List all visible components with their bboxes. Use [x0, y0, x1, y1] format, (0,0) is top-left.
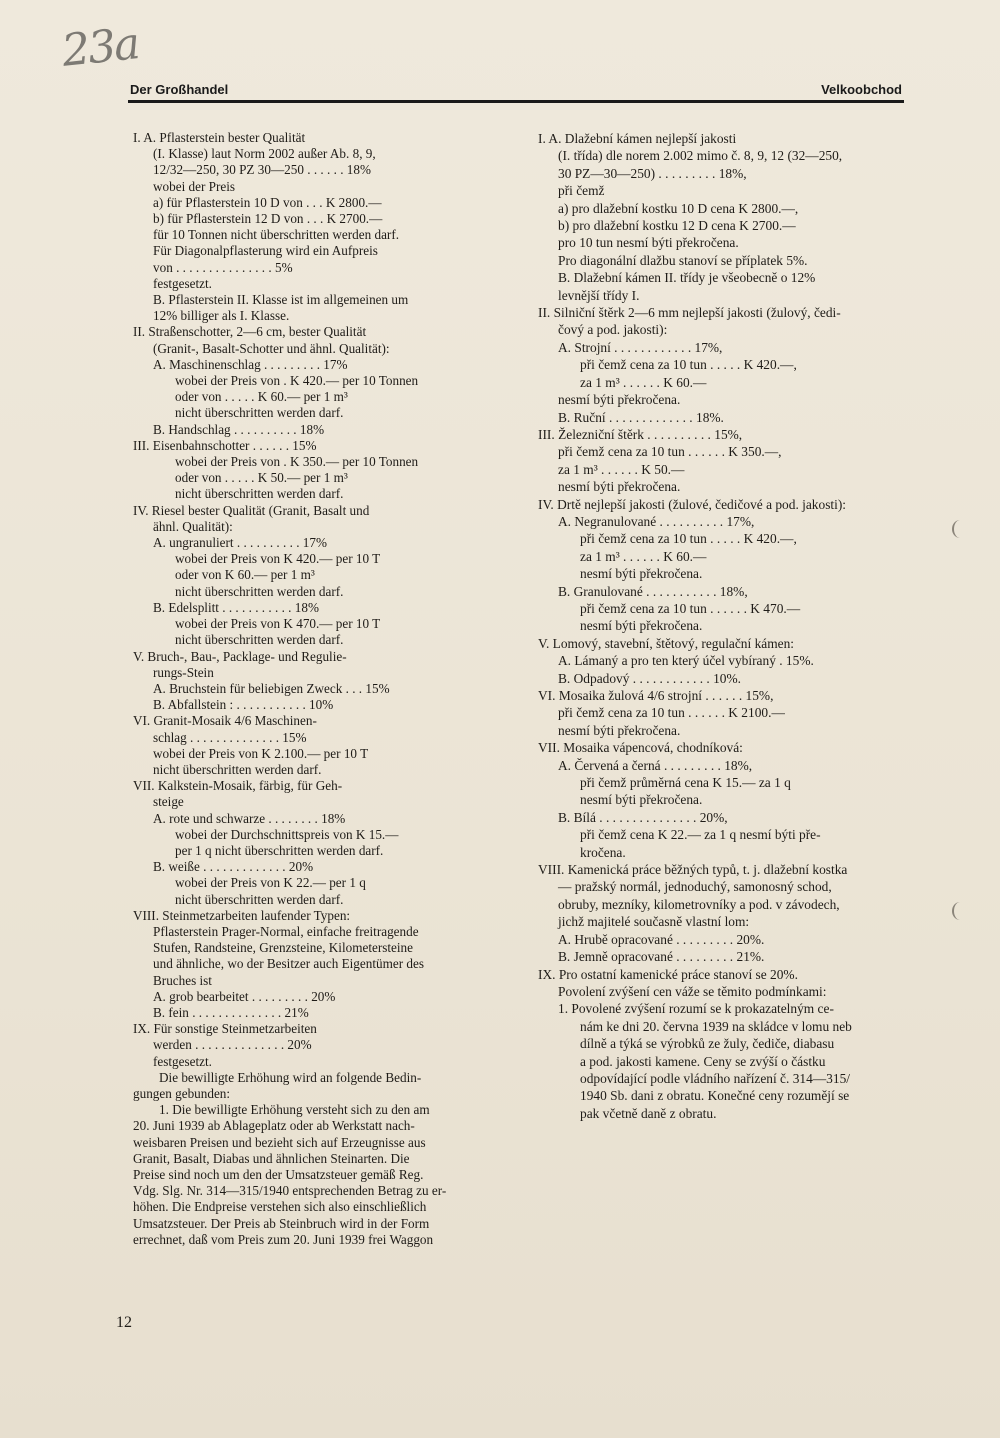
- text-line: V. Bruch-, Bau-, Packlage- und Regulie-: [133, 648, 347, 664]
- text-line: wobei der Preis von K 22.— per 1 q: [175, 875, 366, 891]
- text-line: při čemž cena K 22.— za 1 q nesmí býti pře-: [580, 827, 821, 843]
- text-line: b) für Pflasterstein 12 D von . . . K 2700.—: [153, 211, 383, 227]
- text-line: pro 10 tun nesmí býti překročena.: [558, 235, 739, 251]
- text-line: 30 PZ—30—250) . . . . . . . . . 18%,: [558, 165, 747, 181]
- text-line: čový a pod. jakosti):: [558, 322, 668, 338]
- punch-hole: [952, 520, 968, 538]
- running-head-right: Velkoobchod: [821, 82, 902, 97]
- text-line: nicht überschritten werden darf.: [175, 583, 344, 599]
- text-line: Für Diagonalpflasterung wird ein Aufpreis: [153, 243, 378, 259]
- header-rule: [128, 100, 904, 103]
- text-line: levnější třídy I.: [558, 287, 640, 303]
- text-line: při čemž cena za 10 tun . . . . . . K 470.—: [580, 600, 801, 616]
- text-line: 1. Povolené zvýšení rozumí se k prokazatelným ce-: [558, 1001, 834, 1017]
- text-line: IX. Für sonstige Steinmetzarbeiten: [133, 1021, 317, 1037]
- text-line: při čemž cena za 10 tun . . . . . K 420.—,: [580, 357, 797, 373]
- text-line: B. Handschlag . . . . . . . . . . 18%: [153, 421, 325, 437]
- text-line: a) pro dlažební kostku 10 D cena K 2800.—,: [558, 200, 799, 216]
- text-line: A. grob bearbeitet . . . . . . . . . 20%: [153, 988, 336, 1004]
- text-line: B. Odpadový . . . . . . . . . . . . 10%.: [558, 670, 741, 686]
- text-line: B. fein . . . . . . . . . . . . . . 21%: [153, 1004, 309, 1020]
- text-line: obruby, mezníky, kilometrovníky a pod. v závodech,: [558, 896, 840, 912]
- text-line: Umsatzsteuer. Der Preis ab Steinbruch wird in der Form: [133, 1215, 430, 1231]
- text-line: A. Negranulované . . . . . . . . . . 17%,: [558, 513, 755, 529]
- text-line: nesmí býti překročena.: [558, 479, 681, 495]
- german-column: [133, 130, 505, 1248]
- text-line: Die bewilligte Erhöhung wird an folgende Bedin-: [159, 1069, 422, 1085]
- text-line: wobei der Preis: [153, 178, 236, 194]
- text-line: V. Lomový, stavební, štětový, regulační kámen:: [538, 635, 794, 651]
- text-line: nicht überschritten werden darf.: [153, 761, 322, 777]
- text-line: VII. Kalkstein-Mosaik, färbig, für Geh-: [133, 778, 343, 794]
- text-line: oder von . . . . . K 60.— per 1 m³: [175, 389, 348, 405]
- text-line: werden . . . . . . . . . . . . . . 20%: [153, 1037, 312, 1053]
- text-line: při čemž cena za 10 tun . . . . . . K 2100.—: [558, 705, 785, 721]
- text-line: kročena.: [580, 844, 626, 860]
- text-line: für 10 Tonnen nicht überschritten werden darf.: [153, 227, 400, 243]
- text-line: při čemž: [558, 183, 605, 199]
- text-line: oder von . . . . . K 50.— per 1 m³: [175, 470, 348, 486]
- text-line: nicht überschritten werden darf.: [175, 891, 344, 907]
- text-line: Vdg. Slg. Nr. 314—315/1940 entsprechenden Betrag zu er-: [133, 1183, 447, 1199]
- text-line: za 1 m³ . . . . . . K 60.—: [580, 548, 707, 564]
- text-line: IX. Pro ostatní kamenické práce stanoví se 20%.: [538, 966, 798, 982]
- text-line: von . . . . . . . . . . . . . . . 5%: [153, 259, 293, 275]
- text-line: nesmí býti překročena.: [580, 566, 703, 582]
- text-line: B. Dlažební kámen II. třídy je všeobecně o 12%: [558, 270, 816, 286]
- text-line: IV. Riesel bester Qualität (Granit, Basalt und: [133, 502, 370, 518]
- text-line: B. Ruční . . . . . . . . . . . . . 18%.: [558, 409, 724, 425]
- text-line: oder von K 60.— per 1 m³: [175, 567, 315, 583]
- text-line: wobei der Preis von . K 420.— per 10 Tonnen: [175, 373, 419, 389]
- text-line: wobei der Preis von . K 350.— per 10 Tonnen: [175, 454, 419, 470]
- text-line: I. A. Pflasterstein bester Qualität: [133, 130, 306, 145]
- text-line: a) für Pflasterstein 10 D von . . . K 2800.—: [153, 194, 382, 210]
- text-line: 20. Juni 1939 ab Ablageplatz oder ab Werkstatt nach-: [133, 1118, 415, 1134]
- text-line: B. Jemně opracované . . . . . . . . . 21%.: [558, 949, 765, 965]
- text-line: II. Silniční štěrk 2—6 mm nejlepší jakosti (žulový, čedi-: [538, 305, 841, 321]
- text-line: při čemž průměrná cena K 15.— za 1 q: [580, 775, 791, 791]
- text-line: — pražský normál, jednoduchý, samonosný schod,: [558, 879, 832, 895]
- text-line: nicht überschritten werden darf.: [175, 632, 344, 648]
- text-line: festgesetzt.: [153, 275, 212, 291]
- text-line: 12/32—250, 30 PZ 30—250 . . . . . . 18%: [153, 162, 371, 178]
- text-line: nesmí býti překročena.: [580, 792, 703, 808]
- czech-column: [538, 130, 918, 1122]
- text-line: nicht überschritten werden darf.: [175, 486, 344, 502]
- text-line: za 1 m³ . . . . . . K 60.—: [580, 374, 707, 390]
- text-line: A. Strojní . . . . . . . . . . . . 17%,: [558, 339, 723, 355]
- text-line: VI. Granit-Mosaik 4/6 Maschinen-: [133, 713, 317, 729]
- text-line: (I. třída) dle norem 2.002 mimo č. 8, 9, 12 (32—250,: [558, 148, 843, 164]
- text-line: A. Červená a černá . . . . . . . . . 18%,: [558, 757, 753, 773]
- text-line: nám ke dni 20. června 1939 na skládce v lomu neb: [580, 1018, 852, 1034]
- text-line: B. weiße . . . . . . . . . . . . . 20%: [153, 859, 314, 875]
- text-line: A. Lámaný a pro ten který účel vybíraný . 15%.: [558, 653, 814, 669]
- text-line: Granit, Basalt, Diabas und ähnlichen Steinarten. Die: [133, 1150, 410, 1166]
- text-line: VIII. Steinmetzarbeiten laufender Typen:: [133, 907, 351, 923]
- text-line: 1. Die bewilligte Erhöhung versteht sich zu den am: [159, 1102, 430, 1118]
- text-line: Stufen, Randsteine, Grenzsteine, Kilometersteine: [153, 940, 414, 956]
- text-line: za 1 m³ . . . . . . K 50.—: [558, 461, 685, 477]
- text-line: B. Granulované . . . . . . . . . . . 18%,: [558, 583, 748, 599]
- pencil-annotation: 23a: [59, 18, 141, 77]
- text-line: a pod. jakosti kamene. Ceny se zvýší o částku: [580, 1053, 826, 1069]
- text-line: nicht überschritten werden darf.: [175, 405, 344, 421]
- text-line: 12% billiger als I. Klasse.: [153, 308, 290, 324]
- text-line: pak včetně daně z obratu.: [580, 1105, 717, 1121]
- text-line: při čemž cena za 10 tun . . . . . K 420.—,: [580, 531, 797, 547]
- text-line: b) pro dlažební kostku 12 D cena K 2700.—: [558, 218, 796, 234]
- text-line: jichž majitelé současně vlastní lom:: [558, 914, 750, 930]
- text-line: A. ungranuliert . . . . . . . . . . 17%: [153, 535, 327, 551]
- text-line: III. Železniční štěrk . . . . . . . . . . 15%,: [538, 426, 743, 442]
- text-line: Preise sind noch um den der Umsatzsteuer gemäß Reg.: [133, 1167, 424, 1182]
- text-line: dílně a týká se výrobků ze žuly, čediče, diabasu: [580, 1036, 835, 1052]
- punch-hole: [952, 902, 968, 920]
- text-line: nesmí býti překročena.: [558, 722, 681, 738]
- text-line: A. rote und schwarze . . . . . . . . 18%: [153, 810, 346, 826]
- text-line: Povolení zvýšení cen váže se těmito podmínkami:: [558, 983, 827, 999]
- text-line: B. Abfallstein : . . . . . . . . . . . 10%: [153, 697, 334, 713]
- text-line: nesmí býti překročena.: [580, 618, 703, 634]
- text-line: při čemž cena za 10 tun . . . . . . K 350.—,: [558, 444, 782, 460]
- text-line: VI. Mosaika žulová 4/6 strojní . . . . . . 15%,: [538, 688, 774, 703]
- text-line: gungen gebunden:: [133, 1085, 231, 1101]
- text-line: per 1 q nicht überschritten werden darf.: [175, 842, 384, 858]
- text-line: wobei der Durchschnittspreis von K 15.—: [175, 826, 399, 842]
- text-line: wobei der Preis von K 420.— per 10 T: [175, 551, 381, 567]
- running-head-left: Der Großhandel: [130, 82, 229, 97]
- text-line: Pro diagonální dlažbu stanoví se příplatek 5%.: [558, 252, 808, 268]
- text-line: höhen. Die Endpreise verstehen sich also einschließlich: [133, 1199, 427, 1215]
- text-line: weisbaren Preisen und bezieht sich auf Erzeugnisse aus: [133, 1134, 426, 1150]
- text-line: festgesetzt.: [153, 1053, 212, 1069]
- text-line: steige: [153, 794, 184, 810]
- text-line: nesmí býti překročena.: [558, 392, 681, 408]
- text-line: (I. Klasse) laut Norm 2002 außer Ab. 8, 9,: [153, 146, 376, 162]
- text-line: A. Bruchstein für beliebigen Zweck . . . 15%: [153, 680, 390, 696]
- text-line: IV. Drtě nejlepší jakosti (žulové, čedičové a pod. jakosti):: [538, 496, 847, 512]
- text-line: odpovídající podle vládního nařízení č. 314—315/: [580, 1070, 850, 1086]
- page-number: 12: [116, 1314, 132, 1331]
- text-line: I. A. Dlažební kámen nejlepší jakosti: [538, 131, 737, 146]
- text-line: Bruches ist: [153, 972, 212, 988]
- text-line: wobei der Preis von K 470.— per 10 T: [175, 616, 381, 632]
- text-line: VII. Mosaika vápencová, chodníková:: [538, 740, 743, 756]
- text-line: B. Pflasterstein II. Klasse ist im allgemeinen um: [153, 292, 409, 308]
- text-line: B. Bílá . . . . . . . . . . . . . . . 20%,: [558, 809, 728, 825]
- text-line: A. Hrubě opracované . . . . . . . . . 20%.: [558, 931, 765, 947]
- text-line: A. Maschinenschlag . . . . . . . . . 17%: [153, 356, 348, 372]
- text-line: Pflasterstein Prager-Normal, einfache freitragende: [153, 923, 419, 939]
- text-line: II. Straßenschotter, 2—6 cm, bester Qualität: [133, 324, 367, 340]
- text-line: III. Eisenbahnschotter . . . . . . 15%: [133, 437, 317, 453]
- text-line: rungs-Stein: [153, 664, 214, 680]
- text-line: wobei der Preis von K 2.100.— per 10 T: [153, 745, 369, 761]
- text-line: 1940 Sb. dani z obratu. Konečné ceny rozumějí se: [580, 1088, 850, 1104]
- text-line: B. Edelsplitt . . . . . . . . . . . 18%: [153, 599, 319, 615]
- text-line: (Granit-, Basalt-Schotter und ähnl. Qualität):: [153, 340, 390, 356]
- text-line: schlag . . . . . . . . . . . . . . 15%: [153, 729, 307, 745]
- text-line: VIII. Kamenická práce běžných typů, t. j. dlažební kostka: [538, 862, 848, 878]
- text-line: errechnet, daß vom Preis zum 20. Juni 1939 frei Waggon: [133, 1231, 434, 1247]
- text-line: ähnl. Qualität):: [153, 518, 233, 534]
- text-line: und ähnliche, wo der Besitzer auch Eigentümer des: [153, 956, 424, 972]
